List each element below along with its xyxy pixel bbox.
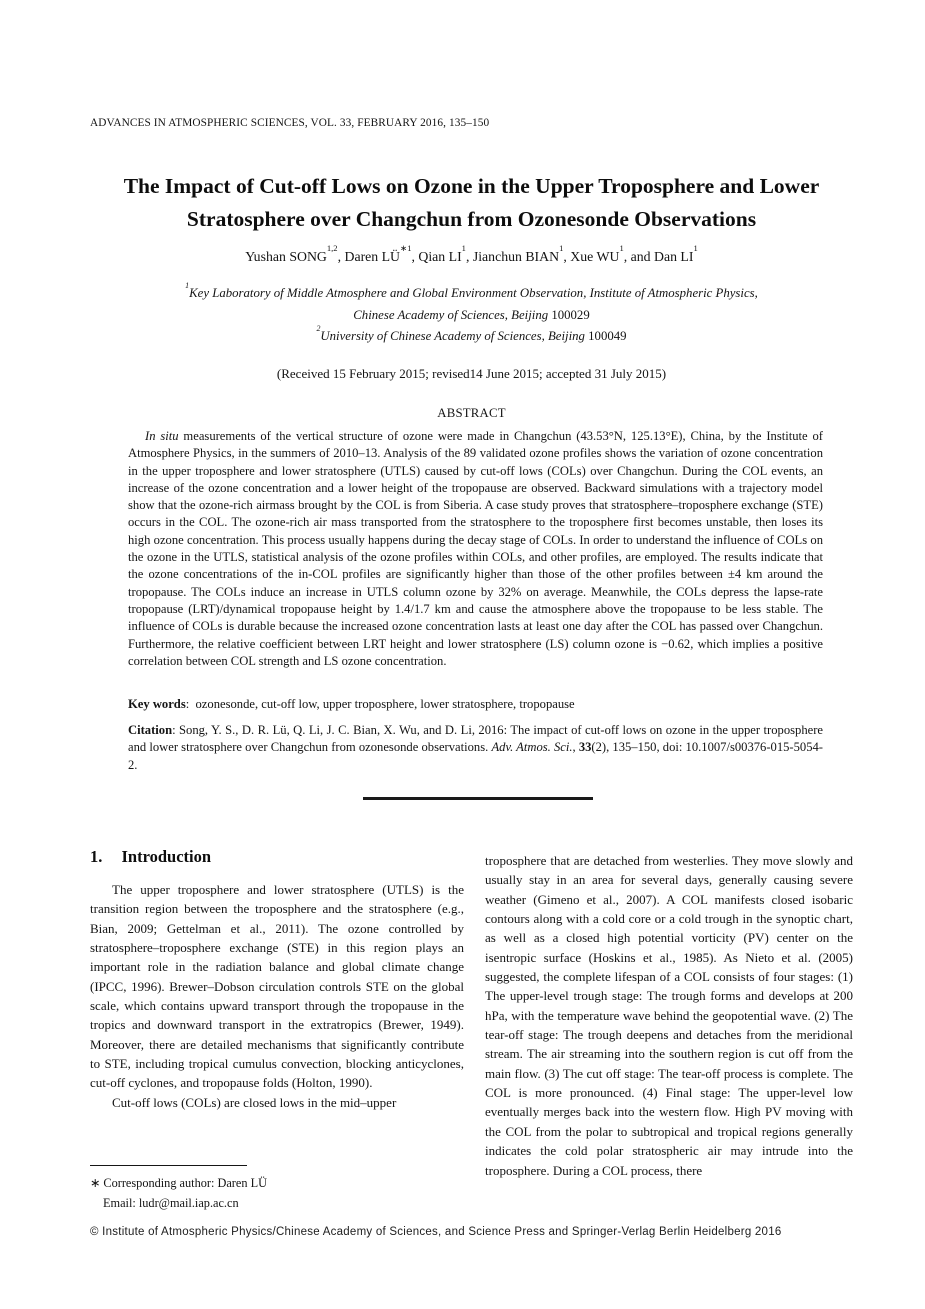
received-revised-accepted-line: (Received 15 February 2015; revised14 June 2015; accepted 31 July 2015) bbox=[276, 366, 667, 381]
footnote-block bbox=[90, 1165, 464, 1213]
left-column bbox=[90, 846, 464, 1180]
corresponding-author-text: Corresponding author: Daren LÜ bbox=[103, 1176, 267, 1190]
paper-title-line-1: The Impact of Cut-off Lows on Ozone in the Upper Troposphere and Lower bbox=[123, 174, 820, 198]
running-head: ADVANCES IN ATMOSPHERIC SCIENCES, VOL. 33, FEBRUARY 2016, 135–150 bbox=[90, 117, 490, 129]
citation-block: Citation: Song, Y. S., D. R. Lü, Q. Li, J. C. Bian, X. Wu, and D. Li, 2016: The impact of cut-off lows on ozone in the upper troposphere and lower stratosphere over Changchun from ozonesonde observations. Adv. Atmos. Sci., 33(2), 135–150, doi: 10.1007/s00376-015-5054-2. bbox=[128, 723, 824, 772]
intro-paragraph-2: Cut-off lows (COLs) are closed lows in the mid–upper bbox=[112, 1094, 397, 1110]
corresponding-author-email: Email: ludr@mail.iap.ac.cn bbox=[103, 1196, 239, 1210]
right-column bbox=[485, 846, 853, 1180]
section-number: 1. bbox=[90, 847, 103, 866]
footnote-rule bbox=[90, 1165, 247, 1166]
footnote-asterisk: ∗ bbox=[90, 1176, 101, 1190]
keywords-line: Key words: ozonesonde, cut-off low, upper troposphere, lower stratosphere, tropopause bbox=[128, 697, 575, 711]
affiliation-1-line-2: Chinese Academy of Sciences, Beijing 100029 bbox=[353, 307, 590, 322]
paper-title-line-2: Stratosphere over Changchun from Ozonesonde Observations bbox=[186, 206, 757, 231]
affiliation-1-line-1: $^1$Key Laboratory of Middle Atmosphere and Global Environment Observation, Institute of Atmospheric Physics, bbox=[185, 280, 758, 300]
body-columns bbox=[90, 846, 853, 1180]
section-title: Introduction bbox=[121, 847, 212, 866]
affiliation-2: $^2$University of Chinese Academy of Sciences, Beijing 100049 bbox=[316, 323, 627, 343]
abstract-text: In situ measurements of the vertical structure of ozone were made in Changchun (43.53°N, 125.13°E), China, by the Institute of Atmosphere Physics, in the summers of 2010–13. Analysis of the 89 validated ozone profiles shows the variation of ozone concentration in the upper troposphere and lower stratosphere (UTLS) caused by cut-off lows (COLs) over Changchun. During the COL events, an increase of the ozone concentration and a lower height of the tropopause are observed. Backward simulations with a trajectory model show that the ozone-rich airmass brought by the COL is from Siberia. A case study proves that stratosphere–troposphere exchange (STE) occurs in the COL. The ozone-rich air mass transported from the stratosphere to the troposphere first becomes unstable, then loses its high ozone concentration. This process usually happens during the decay stage of COLs. In order to understand the influence of COLs on the ozone in the UTLS, statistical analysis of the ozone profiles within COLs, and other profiles, are employed. The results indicate that the ozone concentrations of the in-COL profiles are significantly higher than those of the other profiles between ±4 km around the tropopause. The COLs induce an increase in UTLS column ozone by 32% on average. Meanwhile, the COLs depress the lapse-rate tropopause (LRT)/dynamical tropopause height by 1.4/1.7 km and cause the atmosphere above the tropopause to be less stable. The influence of COLs is durable because the increased ozone concentration lasts at least one day after the COL has passed over Changchun. Furthermore, the relative coefficient between LRT height and lower stratosphere (LS) column ozone is −0.62, which implies a positive correlation between COL strength and LS ozone concentration. bbox=[128, 429, 823, 668]
abstract-heading: ABSTRACT bbox=[437, 406, 506, 420]
affiliations bbox=[90, 280, 853, 348]
section-heading-introduction bbox=[90, 846, 464, 868]
author-list: Yushan SONG$^{1,2}$, Daren $LÜ^{∗1}$, Qian $LI^1$, Jianchun BIAN$^1$, Xue $WU^1$, and Dan $LI^1$ bbox=[245, 243, 698, 264]
corresponding-author-line bbox=[90, 1173, 464, 1193]
intro-paragraph-2-continued: troposphere that are detached from westerlies. They move slowly and usually stay in an area for several days, generally causing severe weather (Gimeno et al., 2007). A COL manifests closed isobaric contours along with a cold core or a cold trough in the synoptic chart, as well as a closed high potential vorticity (PV) center on the isentropic surface (Hoskins et al., 1985). As Nieto et al. (2005) suggested, the complete lifespan of a COL consists of four stages: (1) The upper-level trough stage: The trough forms and develops at 200 hPa, with the temperature wave behind the geopotential wave. (2) The tear-off stage: The trough deepens and detaches from the meridional stream. The air streaming into the southern region is cut off from the main flow. (3) The cut off stage: The tear-off process is complete. The COL is more pronounced. (4) Final stage: The upper-level low eventually merges back into the western flow. High PV moving with the COL from the polar to subtropical and tropical regions generally indicates the cold polar stratospheric air may intrude into the troposphere. During a COL process, there bbox=[485, 853, 853, 1178]
title-body-divider-rule bbox=[363, 797, 593, 800]
paper-title bbox=[90, 170, 853, 235]
intro-paragraph-1: The upper troposphere and lower stratosphere (UTLS) is the transition region between the troposphere and the stratosphere (e.g., Bian, 2009; Gettelman et al., 2011). The ozone controlled by stratosphere–troposphere exchange (STE) in this region plays an important role in the radiation balance and global climate change (IPCC, 1996). Brewer–Dobson circulation controls STE on the global scale, which contains upward transport through the tropopause in the tropics and downward transport in the extratropics (Brewer, 1949). Moreover, there are detailed mechanisms that significantly contribute to STE, including tropical cumulus convection, blocking anticyclones, cut-off cyclones, and tropopause folds (Holton, 1990). bbox=[90, 882, 464, 1091]
copyright-line: © Institute of Atmospheric Physics/Chinese Academy of Sciences, and Science Press and Springer-Verlag Berlin Heidelberg 2016 bbox=[90, 1226, 782, 1238]
